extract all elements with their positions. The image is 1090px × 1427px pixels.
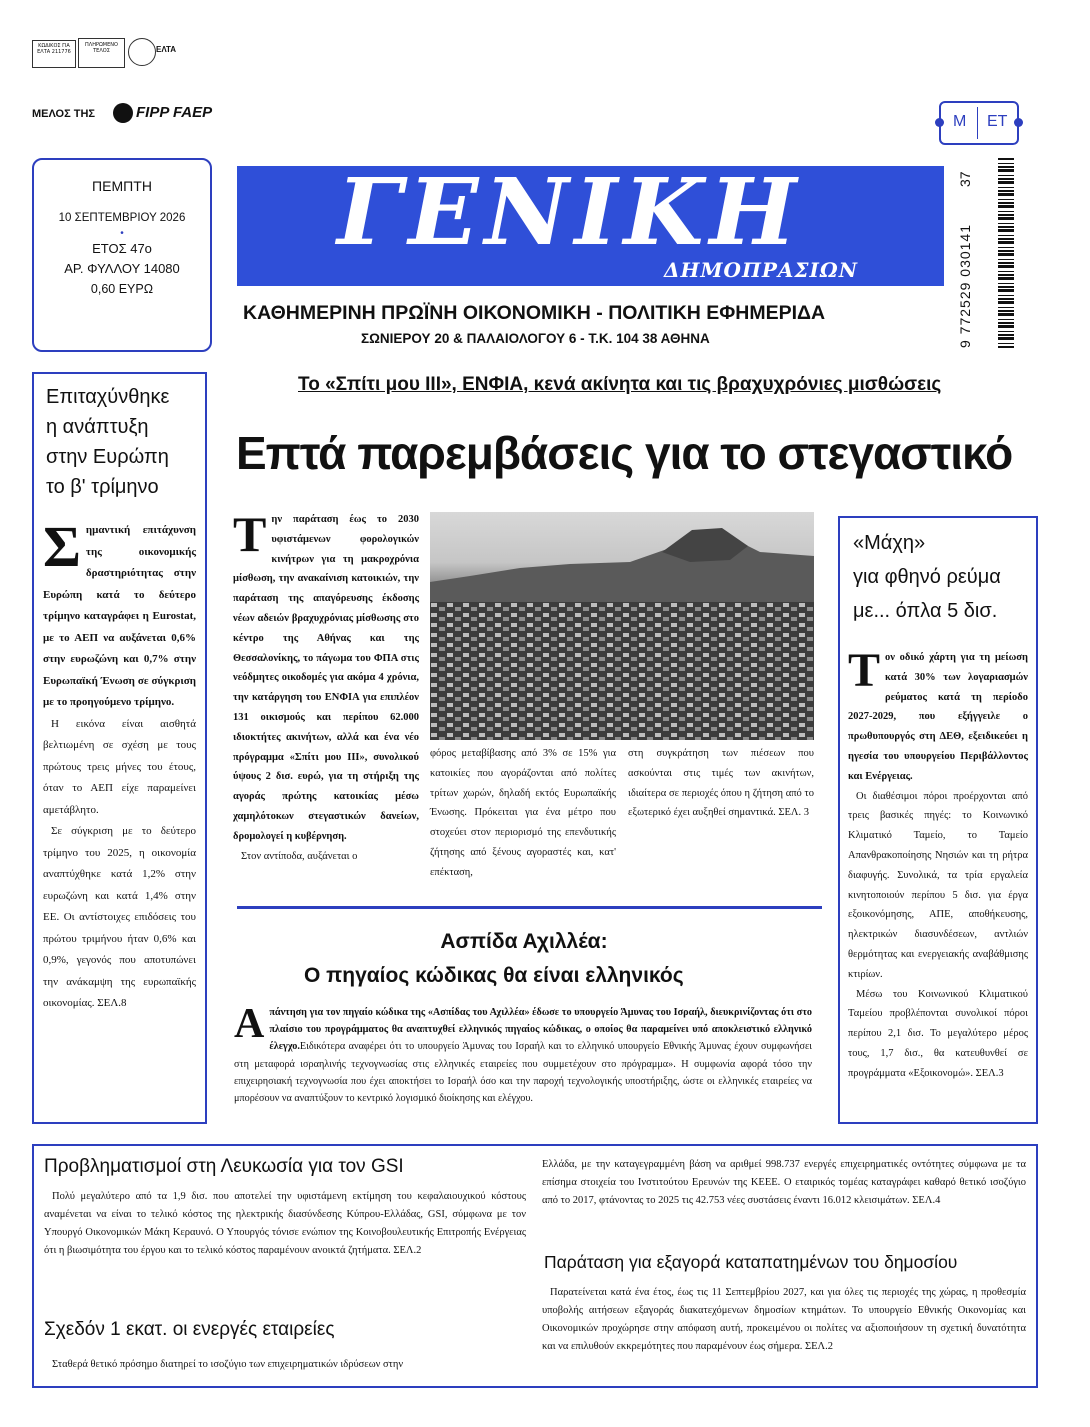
elta-logo-icon bbox=[128, 38, 156, 66]
land-title: Παράταση για εξαγορά καταπατημένων του δημοσίου bbox=[544, 1252, 958, 1272]
dateline-date: 10 ΣΕΠΤΕΜΒΡΙΟΥ 2026 bbox=[58, 212, 186, 224]
main-col-2-text: φόρος μεταβίβασης από 3% σε 15% για κατοικίες που αγοράζονται από πολίτες τρίτων χωρών, δηλαδή εκτός Ευρωπαϊκής Ένωσης. Πρόκειται για ένα μέτρο που στοχεύει στον περιορισμό της επενδυτικής ζήτησης από ξένους αγοραστές και, κατ' επέκταση, bbox=[430, 748, 616, 878]
firms-text-cont: Ελλάδα, με την καταγεγραμμένη βάση να αριθμεί 998.737 ενεργές επιχειρηματικές οντότητες σύμφωνα με τα επίσημα στοιχεία του Ινστιτούτου Ερευνών της ΚΕΕΕ. Ο εταιρικός τομέας καταγράφει καθαρό θετικό ισοζύγιο από το 2017, φτάνοντας το 2025 τις 42.753 νέες συστάσεις έναντι 16.012 κλεισιμάτων. ΣΕΛ.4 bbox=[542, 1159, 1026, 1206]
main-dropcap: Τ bbox=[233, 506, 267, 562]
dateline-box bbox=[32, 158, 212, 352]
bottom-box bbox=[32, 1144, 1038, 1388]
masthead-tagline: ΚΑΘΗΜΕΡΙΝΗ ΠΡΩΪΝΗ ΟΙΚΟΝΟΜΙΚΗ - ΠΟΛΙΤΙΚΗ ΕΦΗΜΕΡΙΔΑ bbox=[243, 302, 826, 324]
main-headline: Επτά παρεμβάσεις για το στεγαστικό bbox=[236, 427, 1013, 479]
masthead-subtitle: ΔΗΜΟΠΡΑΣΙΩΝ bbox=[663, 258, 858, 282]
dateline-year: ΕΤΟΣ 47ο bbox=[92, 241, 152, 256]
main-col-1 bbox=[233, 506, 419, 866]
firms-text: Σταθερά θετικό πρόσημο διατηρεί το ισοζύγιο των επιχειρηματικών ιδρύσεων στην bbox=[52, 1359, 404, 1370]
masthead-title: ΓΕΝΙΚΗ bbox=[337, 166, 803, 266]
main-col-3 bbox=[628, 744, 814, 823]
left-intro: ημαντική επιτάχυνση της οικονομικής δραστηριότητας στην Ευρώπη κατά το δεύτερο τρίμηνο καταγράφει η Eurostat, με το ΑΕΠ να αυξάνεται 0,6% στην ευρωζώνη και 0,7% στην Ευρωπαϊκή Ένωση σε σύγκριση με το προηγούμενο τρίμηνο. bbox=[43, 524, 196, 708]
right-paragraph: Μέσω του Κοινωνικού Κλιματικού Ταμείου προβλέπονται συνολικοί πόροι περίπου 2,1 δισ. Το μεγαλύτερο μέρος τους, 1,7 δισ., θα κατευθυνθεί σε προγράμματα «Εξοικονομώ». ΣΕΛ.3 bbox=[848, 988, 1028, 1079]
left-headline-line: στην Ευρώπη bbox=[46, 446, 169, 468]
left-dropcap: Σ bbox=[43, 514, 81, 579]
right-headline-line: με... όπλα 5 δισ. bbox=[853, 600, 998, 622]
main-col-1-tail: Στον αντίποδα, αυξάνεται ο bbox=[241, 850, 358, 862]
masthead-address: ΣΩΝΙΕΡΟΥ 20 & ΠΑΛΑΙΟΛΟΓΟΥ 6 - Τ.Κ. 104 38 ΑΘΗΝΑ bbox=[361, 331, 710, 346]
left-headline-line: το β' τρίμηνο bbox=[46, 476, 159, 498]
dateline-price: 0,60 ΕΥΡΩ bbox=[90, 282, 154, 296]
main-col-2 bbox=[430, 744, 616, 883]
left-paragraph: Σε σύγκριση με το δεύτερο τρίμηνο του 2025, η οικονομία αναπτύχθηκε κατά 1,2% στην ευρωζώνη και κατά 1,4% στην ΕΕ. Οι αντίστοιχες επιδόσεις του πρώτου τριμήνου ήταν 0,6% και 0,9%, γεγονός που αποτυπώνει την ανάκαμψη της ευρωπαϊκής οικονομίας. ΣΕΛ.8 bbox=[43, 825, 196, 1009]
gsi-title: Προβληματισμοί στη Λευκωσία για τον GSI bbox=[44, 1156, 404, 1177]
right-paragraph: Οι διαθέσιμοι πόροι προέρχονται από τρεις βασικές πηγές: το Κοινωνικό Κλιματικό Ταμείο, το Ταμείο Απανθρακοποίησης Νησιών και τη ρήτρα διαφυγής. Συνολικά, τα τρία εργαλεία κινητοποιούν περίπου 5 δισ. για έργα εξοικονόμησης, ΑΠΕ, αποθήκευσης, ηλεκτρικών διασυνδέσεων, αντλιών θερμότητας και ενεργειακής αναβάθμισης κτιρίων. bbox=[848, 790, 1028, 980]
right-dropcap: Τ bbox=[848, 644, 881, 697]
achilles-body bbox=[234, 1001, 812, 1107]
dateline-day: ΠΕΜΠΤΗ bbox=[92, 178, 152, 194]
section-divider bbox=[237, 906, 822, 909]
elta-label: ΕΛΤΑ bbox=[156, 45, 177, 54]
land-text: Παρατείνεται κατά ένα έτος, έως τις 11 Σεπτεμβρίου 2027, και για όλες τις περιοχές της χώρας, η προθεσμία υποβολής αιτήσεων εξαγοράς διακατεχόμενων δημοσίων κτημάτων. Το υπουργείο Εθνικής Οικονομίας και Οικονομικών προχώρησε στην απόφαση αυτή, προκειμένου οι πολίτες να αξιοποιήσουν τη σχετική δυνατότητα και να επιλυθούν εκκρεμότητες που παραμένουν έως σήμερα. ΣΕΛ.2 bbox=[542, 1287, 1026, 1352]
left-story-headline bbox=[43, 382, 196, 502]
main-col-3-text: στη συγκράτηση των πιέσεων που ασκούνται στις τιμές των ακινήτων, ιδιαίτερα σε περιοχές όπου η ζήτηση από το εξωτερικό έχει αυξηθεί σημαντικά. ΣΕΛ. 3 bbox=[628, 748, 814, 819]
postage-paid-text: ΠΛΗΡΩΜΕΝΟ ΤΕΛΟΣ bbox=[85, 42, 118, 54]
firms-title: Σχεδόν 1 εκατ. οι ενεργές εταιρείες bbox=[44, 1319, 335, 1340]
main-col-1-bold: ην παράταση έως το 2030 υφιστάμενων φορολογικών κινήτρων για τη μακροχρόνια μίσθωση, την ανακαίνιση κατοικιών, την παράταση της απαγόρευσης έκδοσης νέων αδειών βραχυχρόνιας μίσθωσης στο κέντρο της Αθήνας και της Θεσσαλονίκης, το πάγωμα του ΦΠΑ στις νεόδμητες οικοδομές για ακόμα 4 χρόνια, την κατάργηση του ΕΝΦΙΑ για επιπλέον 131 οικισμούς και περίπου 62.000 ιδιοκτήτες ακινήτων, αλλά και ένα νέο πρόγραμμα «Σπίτι μου ΙΙΙ», συνολικού ύψους 2 δισ. ευρώ, για τη στήριξη της αγοράς πρώτης κατοικίας μέσω χαμηλότοκων στεγαστικών δανείων, δρομολογεί η κυβέρνηση. bbox=[233, 514, 419, 842]
dateline-dot: • bbox=[120, 228, 124, 239]
barcode-number: 9 772529 030141 bbox=[957, 224, 973, 348]
fipp-faep-logo: FIPP FAEP bbox=[136, 104, 213, 121]
achilles-intro: πάντηση για τον πηγαίο κώδικα της «Ασπίδας του Αχιλλέα» έδωσε το υπουργείο Άμυνας του Ισραήλ, διευκρινίζοντας ότι στο πλαίσιο του προγράμματος θα αναπτυχθεί ελληνικός πηγαίος κώδικας, ο οποίος θα παραμείνει υπό αποκλειστικό ελληνικό έλεγχο. bbox=[269, 1007, 812, 1053]
left-headline-line: η ανάπτυξη bbox=[46, 416, 149, 438]
athens-cityscape-photo bbox=[430, 512, 814, 740]
masthead-banner bbox=[237, 166, 944, 286]
left-story-box bbox=[32, 372, 207, 1124]
postal-code-text: ΚΩΔΙΚΟΣ ΓΙΑ ΕΛΤΑ 211776 bbox=[37, 43, 71, 55]
achilles-headline-1: Ασπίδα Αχιλλέα: bbox=[440, 930, 608, 953]
right-headline-line: για φθηνό ρεύμα bbox=[853, 566, 1001, 588]
gsi-text: Πολύ μεγαλύτερο από τα 1,9 δισ. που αποτελεί την υφιστάμενη εκτίμηση του κεφαλαιουχικού κόστους αναμένεται να είναι το τελικό κόστος της ηλεκτρικής διασύνδεσης Κύπρου-Ελλάδας, GSI, σύμφωνα με τον Υπουργό Οικονομικών Μάκη Κεραυνό. Ο Υπουργός τόνισε ενώπιον της Κοινοβουλευτικής Επιτροπής Ενέργειας ότι η βιωσιμότητα του έργου και το τελικό κόστος παραμένουν ανοικτά ζητήματα. ΣΕΛ.2 bbox=[44, 1191, 526, 1256]
achilles-headline-2: Ο πηγαίος κώδικας θα είναι ελληνικός bbox=[304, 964, 684, 987]
edition-tag-m: Μ bbox=[953, 113, 967, 130]
postage-paid-box bbox=[78, 38, 125, 68]
right-story-headline bbox=[848, 526, 1028, 628]
left-headline-line: Επιταχύνθηκε bbox=[46, 386, 170, 408]
barcode-issue: 37 bbox=[957, 171, 973, 187]
edition-tag bbox=[939, 101, 1019, 145]
right-story-box bbox=[838, 516, 1038, 1124]
achilles-dropcap: Α bbox=[234, 1001, 265, 1047]
barcode-icon bbox=[968, 158, 1018, 348]
dateline-issue: ΑΡ. ΦΥΛΛΟΥ 14080 bbox=[64, 261, 180, 276]
membership-label: ΜΕΛΟΣ ΤΗΣ bbox=[32, 108, 96, 120]
right-intro: ον οδικό χάρτη για τη μείωση κατά 30% των λογαριασμών ρεύματος κατά τη περίοδο 2027-2029, που εξήγγειλε ο πρωθυπουργός στη ΔΕΘ, εξειδικεύει η ηγεσία του υπουργείου Περιβάλλοντος και Ενέργειας. bbox=[848, 652, 1028, 782]
fipp-logo-icon bbox=[113, 103, 133, 123]
achilles-text: Ειδικότερα αναφέρει ότι το υπουργείο Άμυνας του Ισραήλ και το ελληνικό υπουργείο Εθνικής Άμυνας έχουν συμφωνήσει στη μεταφορά ισραηλινής τεχνογνωσίας στις ελληνικές εταιρείες που συμμετέχουν στο πρόγραμμα». Η συμφωνία αφορά τόσο την επιχειρησιακή τεχνογνωσία που έχει αποκτήσει το Ισραήλ όσο και την παροχή τεχνολογικής υποστήριξης, ώστε οι ελληνικές εταιρείες να μπορέσουν να αναπτύξουν το κεντρικό λογισμικό διοίκησης και ελέγχου. bbox=[234, 1041, 812, 1105]
main-kicker: Το «Σπίτι μου ΙΙΙ», ΕΝΦΙΑ, κενά ακίνητα και τις βραχυχρόνιες μισθώσεις bbox=[298, 374, 942, 395]
edition-tag-et: ΕΤ bbox=[987, 113, 1008, 130]
left-paragraph: Η εικόνα είναι αισθητά βελτιωμένη σε σχέση με τους πρώτους τρεις μήνες του έτους, όταν το ΑΕΠ είχε παραμείνει αμετάβλητο. bbox=[43, 717, 196, 816]
right-headline-line: «Μάχη» bbox=[853, 532, 926, 554]
postal-code-box bbox=[32, 40, 76, 68]
